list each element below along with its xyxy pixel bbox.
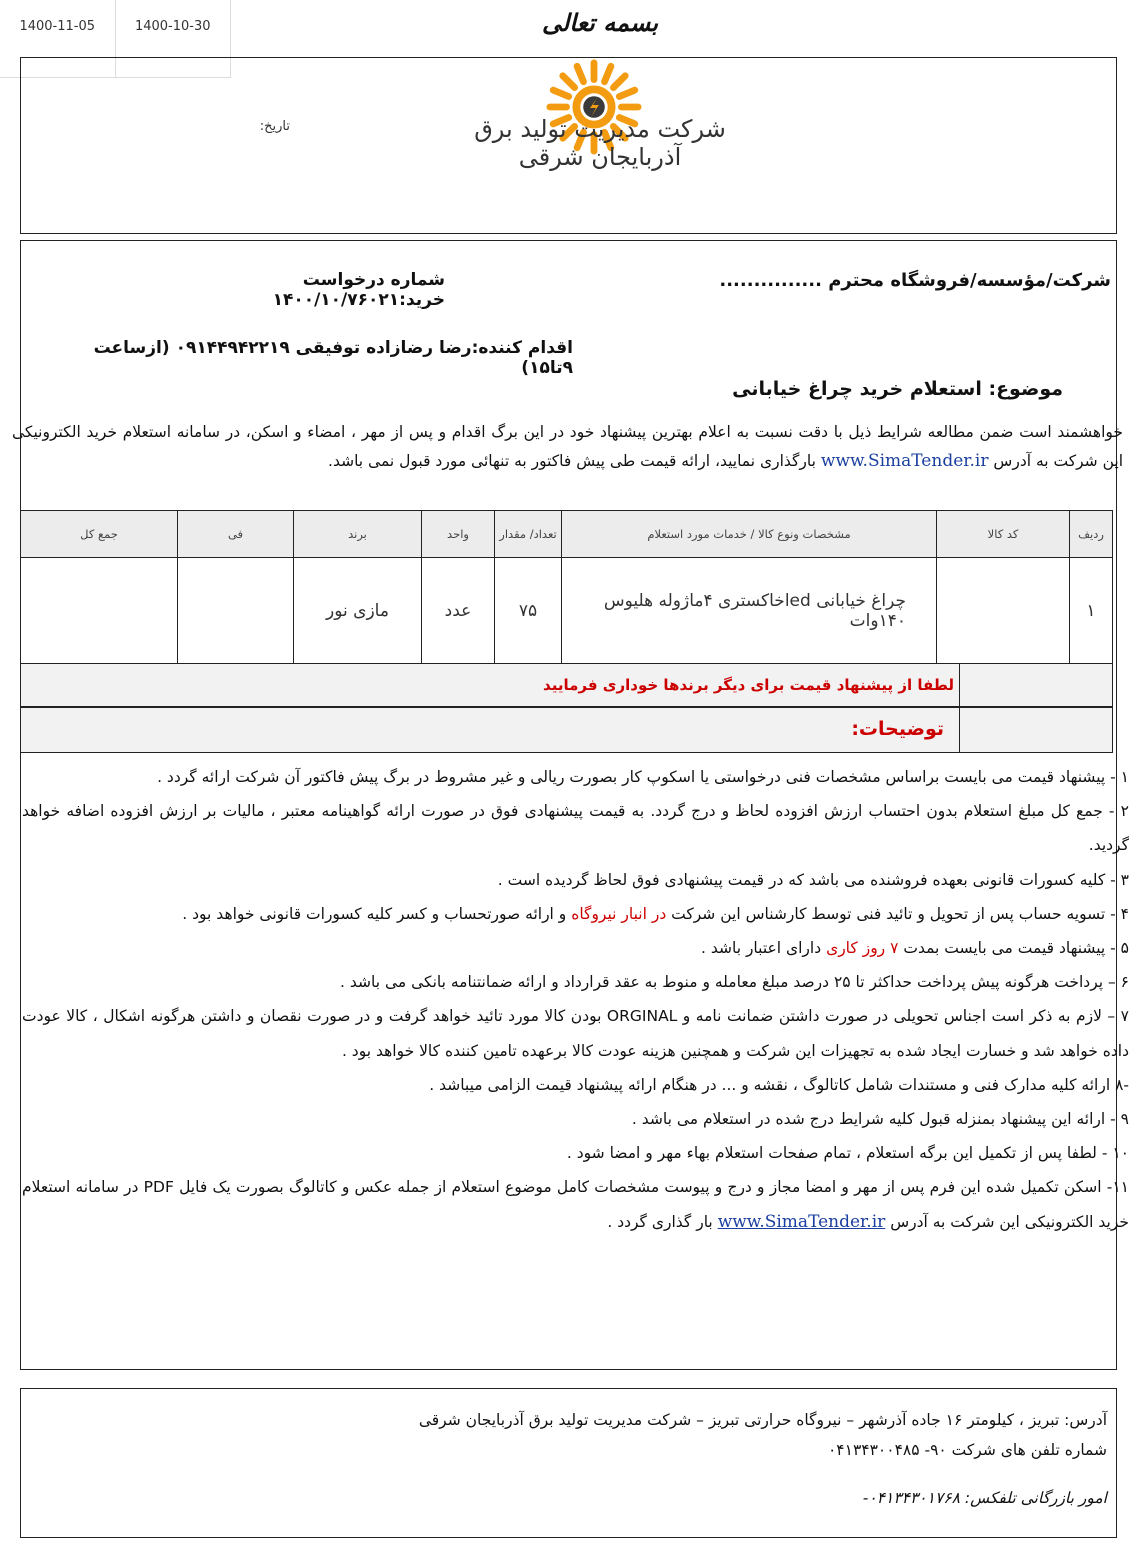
cell-quantity: ۷۵ [495,558,562,665]
condition-11-text-a: ۱۱- اسکن تکمیل شده این فرم پس از مهر و امضا مجاز و درج و پیوست مشخصات کامل موضوع استعلام از جمله عکس و کاتالوگ بصورت یک فایل PDF در سامانه استعلام خرید الکترونیکی این شرکت به آدرس [22,1178,1129,1231]
condition-4-highlight: در انبار نیروگاه [571,904,667,923]
agent-line: اقدام کننده:رضا رضازاده توفیقی ۰۹۱۴۴۹۴۲۲۱۹ (ازساعت ۹تا۱۵) [93,338,573,378]
logo-ray [577,66,583,81]
logo-ray [613,76,625,88]
company-name-line2: آذربایجان شرقی [518,143,682,171]
footer-address: آدرس: تبریز ، کیلومتر ۱۶ جاده آذرشهر – نیروگاه حرارتی تبریز – شرکت مدیریت تولید برق آذربایجان شرقی [418,1411,1107,1429]
brand-note-row [20,663,1113,707]
cell-unit: عدد [422,558,495,665]
condition-5 [22,931,1129,965]
condition-4-text-b: و ارائه صورتحساب و کسر کلیه کسورات قانونی خواهد بود . [182,904,567,923]
header-description: مشخصات ونوع کالا / خدمات مورد استعلام [562,511,937,558]
condition-5-text-a: ۵ - پیشنهاد قیمت می بایست بمدت [903,939,1129,958]
simatender-link-2[interactable]: www.SimaTender.ir [717,1211,886,1232]
condition-8: -۸ ارائه کلیه مدارک فنی و مستندات شامل کاتالوگ ، نقشه و ... در هنگام ارائه پیشنهاد قیمت الزامی میباشد . [429,1075,1129,1094]
cell-unit-price[interactable] [178,558,294,665]
header-total: جمع کل [21,511,178,558]
condition-11 [22,1170,1129,1238]
date-tab-1[interactable]: 1400-11-05 [0,0,116,77]
condition-9: ۹ - ارائه این پیشنهاد بمنزله قبول کلیه شرایط درج شده در استعلام می باشد . [631,1110,1129,1129]
note-divider [959,664,960,706]
cell-brand: مازی نور [294,558,422,665]
condition-2: ۲ - جمع کل مبلغ استعلام بدون احتساب ارزش افزوده لحاظ و درج گردد. به قیمت پیشنهادی فوق در صورت ارائه گواهینامه معتبر ، مالیات بر ارزش افزوده اضافه خواهد گردید. [22,802,1129,855]
company-name [420,115,780,171]
remarks-label: توضیحات: [851,718,944,740]
header-quantity: تعداد/ مقدار [495,511,562,558]
bismillah: بسمه تعالی [541,8,659,37]
condition-7: ۷ – لازم به ذکر است اجناس تحویلی در صورت داشتن ضمانت نامه و ORGINAL بودن کالا مورد تائید خواهد گرفت و در صورت نقصان و داشتن هرگونه اشکال ، کالا عودت داده خواهد شد و خسارت ایجاد شده به تجهیزات این شرکت و همچنین هزینه عودت کالا برعهده تامین کننده کالا خواهد بود . [22,1007,1129,1060]
date-tab-2[interactable]: 1400-10-30 [134,19,211,34]
logo-ray [619,90,634,96]
remarks-divider [959,708,960,752]
logo-ray [553,90,568,96]
date-label: تاریخ: [259,119,290,134]
cell-total[interactable] [21,558,178,665]
cell-item-code[interactable] [937,558,1070,665]
request-number: شماره درخواست خرید:۱۴۰۰/۱۰/۷۶۰۲۱ [272,270,445,310]
table-header-row [21,511,1113,558]
footer-fax: امور بازرگانی تلفکس: ۰۴۱۳۴۳۰۱۷۶۸- [862,1489,1107,1507]
simatender-link-1[interactable]: www.SimaTender.ir [820,451,989,471]
intro-text-1: خواهشمند است ضمن مطالعه شرایط ذیل با دقت نسبت به اعلام بهترین پیشنهاد خود در این برگ اقدام و پس از مهر ، امضاء و اسکن، در سامانه استعلام خرید الکترونیکی این شرکت به آدرس [12,423,1123,470]
condition-5-text-b: دارای اعتبار باشد . [701,939,822,958]
company-name-line1: شرکت مدیریت تولید برق [474,115,726,143]
remarks-row [20,707,1113,753]
brand-note: لطفا از پیشنهاد قیمت برای دیگر برندها خوداری فرمایید [543,676,954,694]
condition-4-text-a: ۴ - تسویه حساب پس از تحویل و تائید فنی توسط کارشناس این شرکت [671,904,1129,923]
subject-line: موضوع: استعلام خرید چراغ خیابانی [732,378,1063,400]
header-unit-price: فی [178,511,294,558]
items-table [20,510,1113,665]
recipient-line: شرکت/مؤسسه/فروشگاه محترم ............... [719,270,1111,291]
condition-1: ۱ - پیشنهاد قیمت می بایست براساس مشخصات فنی درخواستی یا اسکوپ کار بصورت ریالی و غیر مشروط در برگ پیش فاکتور آن شرکت ارائه گردد . [157,768,1129,786]
condition-5-highlight: ۷ روز کاری [826,939,899,958]
table-row [21,558,1113,665]
condition-3: ۳ - کلیه کسورات قانونی بعهده فروشنده می باشد که در قیمت پیشنهادی فوق لحاظ گردیده است . [497,870,1129,889]
condition-4 [22,897,1129,931]
condition-6: ۶ – پرداخت هرگونه پیش پرداخت حداکثر تا ۲۵ درصد مبلغ معامله و منوط به عقد قرارداد و ارائه ضمانتنامه بانکی می باشد . [340,973,1129,992]
intro-text-2: بارگذاری نمایید، ارائه قیمت طی پیش فاکتور به تنهائی مورد قبول نمی باشد. [328,452,816,470]
header-row-number: ردیف [1070,511,1113,558]
cell-row-number: ۱ [1070,558,1113,665]
footer-phones: شماره تلفن های شرکت ۹۰- ۰۴۱۳۴۳۰۰۴۸۵ [827,1441,1107,1459]
header-brand: برند [294,511,422,558]
logo-ray [563,76,575,88]
intro-paragraph [12,418,1123,476]
conditions-list [22,760,1129,1239]
logo-ray [605,66,611,81]
cell-description: چراغ خیابانی ledخاکستری ۴ماژوله هلیوس ۱۴۰وات [562,558,937,665]
condition-10: ۱۰ - لطفا پس از تکمیل این برگه استعلام ، تمام صفحات استعلام بهاء مهر و امضا شود . [566,1144,1129,1163]
footer-contact [419,1405,1107,1513]
condition-11-text-b: بار گذاری گردد . [607,1212,713,1231]
header-unit: واحد [422,511,495,558]
header-item-code: کد کالا [937,511,1070,558]
